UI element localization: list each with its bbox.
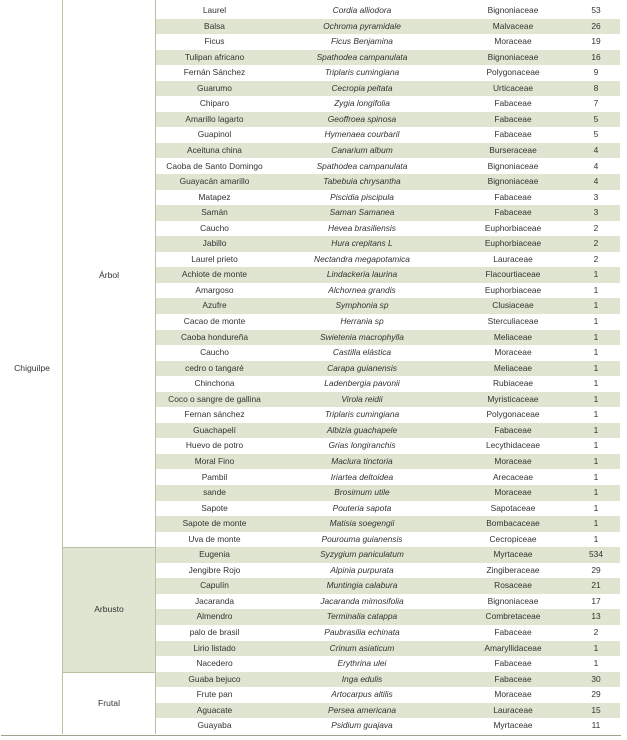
table-row bbox=[156, 438, 620, 454]
common-name-cell: Frute pan bbox=[196, 689, 233, 700]
scientific-name-cell: Cordia alliodora bbox=[332, 5, 392, 15]
family-cell: Bignoniaceae bbox=[487, 160, 539, 171]
scientific-name-cell: Pouteria sapota bbox=[332, 502, 392, 513]
scientific-name-cell: Hevea brasiliensis bbox=[328, 222, 396, 233]
species-table bbox=[1, 0, 625, 740]
scientific-name-cell: Triplaris cumingiana bbox=[324, 67, 400, 78]
common-name-cell: Guayacán amarillo bbox=[179, 176, 250, 187]
family-cell: Bignoniaceae bbox=[487, 51, 539, 62]
table-row bbox=[156, 718, 620, 734]
family-cell: Fabaceae bbox=[494, 658, 532, 669]
common-name-cell: Amarillo lagarto bbox=[185, 113, 244, 124]
count-cell: 2 bbox=[593, 253, 599, 264]
count-cell: 1 bbox=[593, 487, 599, 498]
scientific-name-cell: Canarium album bbox=[331, 144, 393, 155]
table-row bbox=[156, 267, 620, 283]
common-name-cell: Cacao de monte bbox=[183, 316, 246, 326]
count-cell: 5 bbox=[593, 113, 599, 124]
scientific-name-cell: Castilla elástica bbox=[332, 347, 392, 358]
scientific-name-cell: Iriartea deltoidea bbox=[330, 471, 394, 482]
scientific-name-cell: Triplaris cumingiana bbox=[324, 409, 400, 420]
common-name-cell: Eugenia bbox=[199, 549, 230, 560]
count-cell: 1 bbox=[593, 642, 599, 653]
table-row bbox=[156, 50, 620, 66]
scientific-name-cell: Artocarpus altilis bbox=[331, 689, 393, 700]
count-cell: 11 bbox=[591, 720, 601, 731]
common-name-cell: Moral Fino bbox=[194, 455, 235, 466]
table-row bbox=[156, 594, 620, 610]
common-name-cell: Guayaba bbox=[197, 720, 232, 731]
scientific-name-cell: Symphonia sp bbox=[335, 300, 389, 311]
count-cell: 2 bbox=[593, 627, 599, 637]
scientific-name-cell: Alpinia purpurata bbox=[330, 564, 394, 575]
scientific-name-cell: Muntingia calabura bbox=[326, 580, 398, 591]
scientific-name-cell: Lindackeria laurina bbox=[326, 269, 398, 280]
count-cell: 5 bbox=[593, 129, 599, 140]
family-cell: Fabaceae bbox=[494, 113, 532, 124]
family-cell: Lauraceae bbox=[493, 704, 533, 715]
table-row bbox=[156, 532, 620, 548]
common-name-cell: Huevo de potro bbox=[185, 440, 244, 451]
table-bottom-rule bbox=[1, 735, 621, 736]
count-cell: 4 bbox=[593, 144, 599, 155]
count-cell: 2 bbox=[593, 222, 599, 233]
family-cell: Rubiaceae bbox=[492, 378, 534, 389]
count-cell: 1 bbox=[593, 440, 599, 451]
count-cell: 30 bbox=[591, 673, 601, 684]
count-cell: 534 bbox=[589, 549, 603, 560]
common-name-cell: cedro o tangaré bbox=[185, 362, 244, 373]
scientific-name-cell: Matisia soegengii bbox=[329, 518, 395, 529]
family-cell: Bignoniaceae bbox=[487, 176, 539, 187]
family-cell: Euphorbiaceae bbox=[484, 238, 542, 249]
count-cell: 1 bbox=[593, 316, 599, 326]
table-row bbox=[156, 298, 620, 314]
family-cell: Sterculiaceae bbox=[487, 316, 539, 326]
table-row bbox=[156, 190, 620, 206]
common-name-cell: Caucho bbox=[200, 347, 229, 358]
family-cell: Fabaceae bbox=[494, 627, 532, 637]
family-cell: Moraceae bbox=[494, 455, 532, 466]
scientific-name-cell: Maclura tinctoria bbox=[331, 455, 393, 466]
common-name-cell: palo de brasil bbox=[189, 627, 240, 637]
count-cell: 1 bbox=[593, 300, 599, 311]
scientific-name-cell: Terminalia catappa bbox=[326, 611, 398, 622]
table-row bbox=[156, 470, 620, 486]
count-cell: 19 bbox=[591, 36, 601, 47]
family-cell: Myristicaceae bbox=[487, 393, 539, 404]
common-name-cell: Jacaranda bbox=[194, 595, 235, 606]
table-row bbox=[156, 112, 620, 128]
table-row bbox=[156, 392, 620, 408]
common-name-cell: Aguacate bbox=[196, 704, 233, 715]
table-row bbox=[156, 65, 620, 81]
family-cell: Lauraceae bbox=[493, 253, 533, 264]
table-row bbox=[156, 345, 620, 361]
count-cell: 26 bbox=[591, 20, 601, 31]
count-cell: 1 bbox=[593, 658, 599, 669]
table-row bbox=[156, 687, 620, 703]
scientific-name-cell: Saman Samanea bbox=[329, 207, 395, 218]
family-cell: Burseraceae bbox=[489, 144, 537, 155]
common-name-cell: Caucho bbox=[200, 222, 229, 233]
scientific-name-cell: Psidium guajava bbox=[331, 720, 393, 731]
table-row bbox=[156, 485, 620, 501]
table-row bbox=[156, 34, 620, 50]
count-cell: 1 bbox=[593, 362, 599, 373]
table-row bbox=[156, 252, 620, 268]
table-row bbox=[156, 501, 620, 517]
scientific-name-cell: Ladenbergia pavonii bbox=[324, 378, 400, 389]
common-name-cell: Guapinol bbox=[197, 129, 232, 140]
scientific-name-cell: Hura crepitans L bbox=[331, 238, 393, 249]
scientific-name-cell: Geoffroea spinosa bbox=[327, 113, 397, 124]
family-cell: Sapotaceae bbox=[490, 502, 536, 513]
family-cell: Moraceae bbox=[494, 347, 532, 358]
common-name-cell: Uva de monte bbox=[188, 533, 241, 544]
group-label-arbusto: Arbusto bbox=[94, 604, 124, 615]
count-cell: 1 bbox=[593, 471, 599, 482]
table-row bbox=[156, 205, 620, 221]
table-row bbox=[156, 174, 620, 190]
family-cell: Combretaceae bbox=[485, 611, 541, 622]
table-row bbox=[156, 578, 620, 594]
common-name-cell: Laurel prieto bbox=[191, 253, 238, 264]
site-column-divider bbox=[62, 0, 63, 734]
table-row bbox=[156, 672, 620, 688]
table-row bbox=[156, 314, 620, 330]
table-row bbox=[156, 159, 620, 175]
scientific-name-cell: Spathodea campanulata bbox=[316, 51, 408, 62]
count-cell: 9 bbox=[593, 67, 599, 78]
family-cell: Clusiaceae bbox=[492, 300, 534, 311]
family-cell: Zingiberaceae bbox=[486, 564, 540, 575]
common-name-cell: Amargoso bbox=[195, 284, 234, 295]
group-label-arbol: Árbol bbox=[98, 270, 120, 281]
family-cell: Malvaceae bbox=[492, 20, 534, 31]
count-cell: 1 bbox=[593, 409, 599, 420]
common-name-cell: Guachapelí bbox=[193, 424, 236, 435]
count-cell: 16 bbox=[591, 51, 601, 62]
common-name-cell: Balsa bbox=[204, 20, 225, 31]
table-row bbox=[156, 625, 620, 641]
table-row bbox=[156, 127, 620, 143]
scientific-name-cell: Jacaranda mimosifolia bbox=[320, 595, 404, 606]
scientific-name-cell: Piscidia piscipula bbox=[330, 191, 394, 202]
table-row bbox=[156, 96, 620, 112]
table-row bbox=[156, 81, 620, 97]
scientific-name-cell: Grias longiranchis bbox=[328, 440, 396, 451]
scientific-name-cell: Cecropia peltata bbox=[331, 82, 393, 93]
common-name-cell: Laurel bbox=[202, 5, 227, 15]
family-cell: Arecaceae bbox=[492, 471, 534, 482]
family-cell: Fabaceae bbox=[494, 191, 532, 202]
table-row bbox=[156, 283, 620, 299]
table-row bbox=[156, 656, 620, 672]
common-name-cell: Fernan sánchez bbox=[184, 409, 245, 420]
common-name-cell: Ficus bbox=[204, 36, 225, 47]
table-row bbox=[156, 376, 620, 392]
table-row bbox=[156, 423, 620, 439]
scientific-name-cell: Nectandra megapotamica bbox=[314, 253, 410, 264]
common-name-cell: Capulín bbox=[200, 580, 229, 591]
common-name-cell: Almendro bbox=[196, 611, 233, 622]
family-cell: Meliaceae bbox=[493, 362, 533, 373]
family-cell: Lecythidaceae bbox=[485, 440, 540, 451]
family-cell: Polygonaceae bbox=[486, 409, 540, 420]
count-cell: 1 bbox=[593, 502, 599, 513]
common-name-cell: Jengibre Rojo bbox=[188, 564, 241, 575]
scientific-name-cell: Ochroma pyramidale bbox=[323, 20, 401, 31]
family-cell: Cecropiceae bbox=[489, 533, 537, 544]
common-name-cell: Lirio listado bbox=[193, 642, 236, 653]
count-cell: 13 bbox=[591, 611, 601, 622]
family-cell: Myrtaceae bbox=[493, 549, 533, 560]
family-cell: Amaryllidaceae bbox=[484, 642, 542, 653]
group-divider bbox=[63, 672, 156, 673]
family-cell: Euphorbiaceae bbox=[484, 222, 542, 233]
common-name-cell: sande bbox=[203, 487, 226, 498]
scientific-name-cell: Paubrasilia echinata bbox=[324, 627, 400, 637]
table-row bbox=[156, 143, 620, 159]
scientific-name-cell: Carapa guianensis bbox=[327, 362, 397, 373]
family-cell: Fabaceae bbox=[494, 424, 532, 435]
common-name-cell: Pambil bbox=[201, 471, 228, 482]
count-cell: 1 bbox=[593, 347, 599, 358]
table-row bbox=[156, 563, 620, 579]
common-name-cell: Guarumo bbox=[197, 82, 232, 93]
table-row bbox=[156, 236, 620, 252]
count-cell: 1 bbox=[593, 518, 599, 529]
common-name-cell: Azufre bbox=[202, 300, 227, 311]
scientific-name-cell: Inga edulis bbox=[341, 673, 383, 684]
family-cell: Bignoniaceae bbox=[487, 5, 539, 15]
common-name-cell: Nacedero bbox=[196, 658, 233, 669]
family-cell: Meliaceae bbox=[493, 331, 533, 342]
count-cell: 4 bbox=[593, 160, 599, 171]
family-cell: Polygonaceae bbox=[486, 67, 540, 78]
table-row bbox=[156, 407, 620, 423]
common-name-cell: Fernán Sánchez bbox=[183, 67, 246, 78]
family-cell: Flacourtiaceae bbox=[485, 269, 541, 280]
common-name-cell: Caoba de Santo Domingo bbox=[166, 160, 263, 171]
family-cell: Moraceae bbox=[494, 689, 532, 700]
table-row bbox=[156, 361, 620, 377]
family-cell: Fabaceae bbox=[494, 98, 532, 109]
scientific-name-cell: Hymenaea courbaril bbox=[324, 129, 400, 140]
table-row bbox=[156, 19, 620, 35]
scientific-name-cell: Crinum asiaticum bbox=[329, 642, 395, 653]
group-label-frutal: Frutal bbox=[98, 697, 120, 708]
scientific-name-cell: Pourouma guianensis bbox=[321, 533, 403, 544]
group-column-divider bbox=[155, 0, 156, 734]
scientific-name-cell: Tabebuia chrysantha bbox=[323, 176, 401, 187]
common-name-cell: Jabillo bbox=[202, 238, 227, 249]
family-cell: Rosaceae bbox=[494, 580, 532, 591]
group-divider bbox=[63, 547, 156, 548]
count-cell: 4 bbox=[593, 176, 599, 187]
common-name-cell: Chinchona bbox=[194, 378, 235, 389]
scientific-name-cell: Spathodea campanulata bbox=[316, 160, 408, 171]
count-cell: 53 bbox=[591, 5, 601, 15]
family-cell: Urticaceae bbox=[492, 82, 534, 93]
common-name-cell: Samán bbox=[201, 207, 228, 218]
scientific-name-cell: Ficus Benjamina bbox=[331, 36, 393, 47]
count-cell: 1 bbox=[593, 533, 599, 544]
site-label: Chiguilpe bbox=[14, 363, 50, 374]
count-cell: 2 bbox=[593, 238, 599, 249]
family-cell: Bombacaceae bbox=[486, 518, 540, 529]
count-cell: 17 bbox=[591, 595, 601, 606]
common-name-cell: Chiparo bbox=[199, 98, 230, 109]
scientific-name-cell: Alchornea grandis bbox=[328, 284, 396, 295]
count-cell: 7 bbox=[593, 98, 599, 109]
scientific-name-cell: Swietenia macrophylla bbox=[320, 331, 404, 342]
family-cell: Fabaceae bbox=[494, 673, 532, 684]
scientific-name-cell: Brosimum utile bbox=[334, 487, 390, 498]
common-name-cell: Guaba bejuco bbox=[188, 673, 241, 684]
common-name-cell: Sapote bbox=[201, 502, 228, 513]
table-row bbox=[156, 3, 620, 19]
count-cell: 1 bbox=[593, 378, 599, 389]
table-row bbox=[156, 330, 620, 346]
scientific-name-cell: Virola reidii bbox=[341, 393, 383, 404]
count-cell: 29 bbox=[591, 689, 601, 700]
count-cell: 3 bbox=[593, 207, 599, 218]
common-name-cell: Coco o sangre de gallina bbox=[168, 393, 261, 404]
count-cell: 1 bbox=[593, 284, 599, 295]
scientific-name-cell: Erythrina ulei bbox=[337, 658, 387, 669]
table-row bbox=[156, 221, 620, 237]
count-cell: 1 bbox=[593, 393, 599, 404]
count-cell: 3 bbox=[593, 191, 599, 202]
common-name-cell: Caoba hondureña bbox=[180, 331, 249, 342]
scientific-name-cell: Persea americana bbox=[328, 704, 396, 715]
family-cell: Fabaceae bbox=[494, 129, 532, 140]
family-cell: Euphorbiaceae bbox=[484, 284, 542, 295]
table-row bbox=[156, 609, 620, 625]
family-cell: Fabaceae bbox=[494, 207, 532, 218]
scientific-name-cell: Herrania sp bbox=[340, 316, 384, 326]
table-row bbox=[156, 547, 620, 563]
table-row bbox=[156, 641, 620, 657]
scientific-name-cell: Syzygium paniculatum bbox=[320, 549, 404, 560]
count-cell: 1 bbox=[593, 424, 599, 435]
scientific-name-cell: Albizia guachapele bbox=[326, 424, 398, 435]
common-name-cell: Achiote de monte bbox=[181, 269, 248, 280]
count-cell: 21 bbox=[591, 580, 601, 591]
family-cell: Moraceae bbox=[494, 487, 532, 498]
family-cell: Myrtaceae bbox=[493, 720, 533, 731]
count-cell: 29 bbox=[591, 564, 601, 575]
count-cell: 1 bbox=[593, 455, 599, 466]
family-cell: Bignoniaceae bbox=[487, 595, 539, 606]
common-name-cell: Sapote de monte bbox=[182, 518, 247, 529]
common-name-cell: Tulipan africano bbox=[184, 51, 245, 62]
count-cell: 8 bbox=[593, 82, 599, 93]
count-cell: 1 bbox=[593, 331, 599, 342]
table-row bbox=[156, 454, 620, 470]
family-cell: Moraceae bbox=[494, 36, 532, 47]
table-row bbox=[156, 516, 620, 532]
common-name-cell: Matapez bbox=[198, 191, 231, 202]
count-cell: 15 bbox=[591, 704, 601, 715]
table-row bbox=[156, 703, 620, 719]
count-cell: 1 bbox=[593, 269, 599, 280]
common-name-cell: Aceituna china bbox=[187, 144, 242, 155]
scientific-name-cell: Zygia longifolia bbox=[334, 98, 390, 109]
